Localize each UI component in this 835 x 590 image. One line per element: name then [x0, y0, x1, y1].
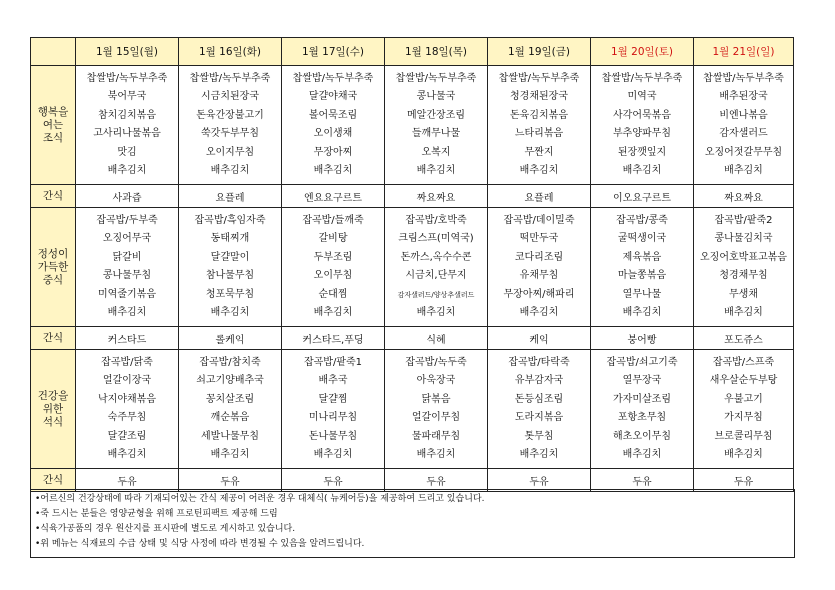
notes-box: [30, 489, 795, 558]
menu-item: 가지무침: [724, 412, 763, 424]
menu-item: 닭볶음: [421, 393, 451, 405]
menu-cell: [179, 208, 282, 327]
menu-cell: [694, 208, 794, 327]
menu-cell: [694, 66, 794, 185]
snack-label: 간식: [31, 469, 76, 492]
note-line: •식육가공품의 경우 원산지를 표시판에 별도로 게시하고 있습니다.: [35, 524, 296, 534]
menu-cell: [488, 208, 591, 327]
snack-cell: 두유: [385, 469, 488, 492]
menu-item: 잡곡밥/참치죽: [199, 357, 261, 368]
snack-cell: 두유: [282, 469, 385, 492]
menu-item: 오징어젓갈무무침: [704, 146, 783, 158]
menu-item: 돈등심조림: [514, 393, 564, 405]
menu-item: 쇠고기양배추국: [196, 375, 264, 387]
menu-item: 배추국: [318, 375, 348, 387]
menu-item: 배추김치: [210, 306, 250, 318]
snack-cell: 식혜: [385, 327, 488, 350]
menu-item: 무짠지: [524, 146, 554, 158]
meal-row: [31, 208, 794, 327]
menu-item: 배추김치: [519, 306, 559, 318]
menu-item: 미나리무침: [308, 412, 358, 424]
menu-item: 굴떡생이국: [617, 233, 667, 245]
menu-item: 무장아찌: [313, 146, 353, 158]
menu-item: 얼갈이장국: [102, 375, 152, 387]
menu-item: 배추김치: [107, 164, 147, 176]
menu-item: 배추김치: [519, 448, 559, 460]
menu-item: 잡곡밥/녹두죽: [405, 357, 467, 368]
menu-cell: [694, 350, 794, 469]
menu-cell: [282, 208, 385, 327]
menu-item: 돈까스,옥수수콘: [400, 251, 472, 263]
menu-cell: [76, 66, 179, 185]
menu-item: 잡곡밥/팥죽1: [303, 357, 363, 368]
snack-cell: 커스타드,푸딩: [282, 327, 385, 350]
snack-cell: 두유: [694, 469, 794, 492]
menu-cell: [76, 208, 179, 327]
menu-item: 콩나물국: [416, 91, 456, 103]
menu-item: 달걀야채국: [308, 91, 358, 103]
menu-item: 잡곡밥/콩죽: [616, 215, 668, 226]
menu-cell: [591, 208, 694, 327]
menu-cell: [488, 350, 591, 469]
menu-item: 배추김치: [107, 448, 147, 460]
menu-item: 콩나물무침: [102, 270, 152, 282]
menu-item: 찹쌀밥/녹두부추죽: [498, 73, 580, 84]
snack-cell: 이오요구르트: [591, 185, 694, 208]
menu-item: 새우살순두부탕: [709, 375, 778, 387]
meal-label-line: 정성이: [37, 247, 69, 260]
menu-item: 잡곡밥/팥죽2: [714, 215, 773, 226]
menu-item: 찹쌀밥/녹두부추죽: [292, 73, 374, 84]
menu-cell: [591, 66, 694, 185]
snack-cell: 롤케익: [179, 327, 282, 350]
menu-item: 배추김치: [724, 164, 763, 176]
menu-item: 미역국: [627, 91, 657, 103]
menu-item: 청포묵무침: [205, 288, 255, 300]
menu-item: 배추김치: [313, 306, 353, 318]
menu-item: 해초오이무침: [613, 430, 671, 442]
weekly-menu-table: [30, 37, 794, 492]
menu-item: 유부감자국: [514, 375, 564, 387]
snack-cell: 사과즙: [76, 185, 179, 208]
menu-item: 들깨무나물: [411, 128, 461, 140]
menu-item: 열무장국: [622, 375, 662, 387]
snack-cell: 요플레: [488, 185, 591, 208]
meal-label-line: 중식: [42, 273, 64, 286]
menu-cell: [591, 350, 694, 469]
menu-item: 갈비탕: [318, 233, 348, 245]
menu-cell: [488, 66, 591, 185]
menu-item: 잡곡밥/닭죽: [101, 357, 153, 368]
menu-item: 두부조림: [313, 251, 353, 263]
menu-cell: [385, 208, 488, 327]
menu-item: 오복지: [421, 146, 451, 158]
menu-item: 무장아찌/해파리: [503, 288, 575, 300]
menu-item: 달걀찜: [318, 393, 348, 405]
snack-cell: 두유: [76, 469, 179, 492]
snack-cell: 포도쥬스: [694, 327, 794, 350]
menu-item: 고사리나물볶음: [93, 128, 161, 140]
menu-item: 동태찌개: [210, 233, 250, 245]
menu-item: 시금치,단무지: [405, 270, 467, 282]
menu-cell: [179, 66, 282, 185]
menu-item: 열무나물: [622, 288, 662, 300]
menu-item: 찹쌀밥/녹두부추죽: [601, 73, 683, 84]
menu-item: 된장깻잎지: [617, 146, 667, 158]
menu-item: 유채무침: [519, 270, 559, 282]
menu-item: 배추김치: [313, 448, 353, 460]
snack-cell: 짜요짜요: [694, 185, 794, 208]
menu-item: 오이무침: [313, 270, 353, 282]
menu-item: 마늘쫑볶음: [617, 270, 667, 282]
note-line: •어르신의 건강상태에 따라 기재되어있는 간식 제공이 어려운 경우 대체식( 뉴케어등)을 제공하여 드리고 있습니다.: [35, 494, 485, 504]
menu-item: 북어무국: [107, 91, 147, 103]
meal-label-line: 석식: [42, 415, 64, 428]
snack-cell: 두유: [179, 469, 282, 492]
menu-item: 배추김치: [416, 306, 456, 318]
menu-item: 감자샐러드/양상추샐러드: [397, 290, 475, 299]
menu-item: 크림스프(미역국): [398, 233, 474, 245]
menu-item: 오징어무국: [102, 233, 152, 245]
menu-cell: [179, 350, 282, 469]
menu-item: 숙주무침: [107, 412, 147, 424]
menu-item: 맛김: [117, 146, 137, 158]
menu-item: 오이생채: [313, 128, 353, 140]
meal-label-line: 위한: [42, 402, 64, 415]
snack-cell: 케익: [488, 327, 591, 350]
menu-item: 미역줄기볶음: [98, 288, 156, 300]
meal-label-line: 조식: [42, 131, 64, 144]
menu-item: 우불고기: [724, 393, 763, 405]
menu-item: 얼갈이무침: [411, 412, 461, 424]
meal-row: [31, 350, 794, 469]
meal-label-line: 행복을: [37, 105, 69, 118]
day-header: 1월 21일(일): [694, 38, 794, 66]
menu-cell: [282, 350, 385, 469]
snack-label: 간식: [31, 185, 76, 208]
menu-item: 배추김치: [313, 164, 353, 176]
menu-item: 부추양파무침: [613, 128, 671, 140]
menu-item: 낙지야채볶음: [98, 393, 156, 405]
meal-label-line: 여는: [42, 118, 64, 131]
day-header: 1월 18일(목): [385, 38, 488, 66]
menu-item: 참나물무침: [205, 270, 255, 282]
menu-item: 잡곡밥/들깨죽: [302, 215, 364, 226]
menu-item: 배추김치: [622, 164, 662, 176]
menu-item: 무생채: [729, 288, 758, 300]
menu-item: 배추김치: [724, 448, 763, 460]
menu-item: 잡곡밥/흑임자죽: [194, 215, 266, 226]
menu-item: 잡곡밥/호박죽: [405, 215, 467, 226]
snack-row: [31, 327, 794, 350]
menu-cell: [385, 66, 488, 185]
note-line: •위 메뉴는 식재료의 수급 상태 및 식당 사정에 따라 변경될 수 있음을 알려드립니다.: [35, 539, 365, 549]
menu-item: 오이지무침: [205, 146, 255, 158]
menu-item: 사각어묵볶음: [613, 109, 671, 121]
meal-label: [31, 66, 76, 185]
menu-item: 달걀조림: [107, 430, 147, 442]
menu-item: 잡곡밥/쇠고기죽: [606, 357, 678, 368]
snack-cell: 붕어빵: [591, 327, 694, 350]
menu-item: 잡곡밥/타락죽: [508, 357, 570, 368]
menu-item: 잡곡밥/두부죽: [96, 215, 158, 226]
meal-label: [31, 350, 76, 469]
menu-cell: [385, 350, 488, 469]
meal-row: [31, 66, 794, 185]
menu-item: 잡곡밥/스프죽: [712, 357, 775, 368]
day-header: 1월 15일(월): [76, 38, 179, 66]
menu-item: 청경채된장국: [510, 91, 568, 103]
menu-item: 물파래무침: [411, 430, 461, 442]
day-header-row: [31, 38, 794, 66]
menu-item: 배추김치: [416, 164, 456, 176]
day-header: 1월 16일(화): [179, 38, 282, 66]
menu-item: 배추김치: [210, 448, 250, 460]
menu-item: 꽁치살조림: [205, 393, 255, 405]
meal-label-line: 가득한: [37, 260, 69, 273]
menu-item: 아욱장국: [416, 375, 456, 387]
menu-item: 배추된장국: [719, 91, 768, 103]
menu-item: 배추김치: [622, 306, 662, 318]
menu-item: 도라지볶음: [514, 412, 564, 424]
snack-cell: 요플레: [179, 185, 282, 208]
meal-label-line: 건강을: [37, 389, 69, 402]
menu-item: 배추김치: [107, 306, 147, 318]
menu-item: 찹쌀밥/녹두부추죽: [189, 73, 271, 84]
menu-item: 쑥갓두부무침: [201, 128, 259, 140]
menu-item: 포항초무침: [617, 412, 667, 424]
menu-item: 떡만두국: [519, 233, 559, 245]
header-corner: [31, 38, 76, 66]
menu-item: 브로콜리무침: [714, 430, 773, 442]
snack-cell: 두유: [591, 469, 694, 492]
menu-item: 배추김치: [622, 448, 662, 460]
note-line: •죽 드시는 분들은 영양균형을 위해 프로틴피팩트 제공해 드림: [35, 509, 278, 519]
menu-cell: [282, 66, 385, 185]
menu-item: 깨순볶음: [210, 412, 250, 424]
menu-item: 콩나물김치국: [714, 233, 773, 245]
menu-item: 돈육김치볶음: [510, 109, 568, 121]
menu-item: 느타리볶음: [514, 128, 564, 140]
menu-item: 세발나물무침: [201, 430, 259, 442]
menu-item: 톳무침: [524, 430, 554, 442]
menu-cell: [76, 350, 179, 469]
menu-item: 잡곡밥/데이밀죽: [503, 215, 575, 226]
snack-cell: 짜요짜요: [385, 185, 488, 208]
day-header: 1월 19일(금): [488, 38, 591, 66]
day-header: 1월 17일(수): [282, 38, 385, 66]
snack-cell: 엔요요구르트: [282, 185, 385, 208]
menu-item: 비엔나볶음: [719, 109, 768, 121]
snack-cell: 두유: [488, 469, 591, 492]
menu-item: 돈육간장불고기: [196, 109, 264, 121]
menu-item: 배추김치: [724, 306, 763, 318]
meal-label: [31, 208, 76, 327]
menu-item: 감자샐러드: [719, 128, 768, 140]
snack-label: 간식: [31, 327, 76, 350]
menu-item: 순대찜: [318, 288, 348, 300]
menu-item: 오징어호박표고볶음: [700, 251, 787, 263]
menu-item: 가자미살조림: [613, 393, 671, 405]
snack-row: [31, 185, 794, 208]
menu-item: 찹쌀밥/녹두부추죽: [86, 73, 168, 84]
menu-item: 메알간장조림: [407, 109, 465, 121]
menu-item: 배추김치: [416, 448, 456, 460]
menu-item: 찹쌀밥/녹두부추죽: [703, 73, 784, 84]
menu-item: 찹쌀밥/녹두부추죽: [395, 73, 477, 84]
menu-item: 제육볶음: [622, 251, 662, 263]
menu-item: 코다리조림: [514, 251, 564, 263]
menu-item: 청경채무침: [719, 270, 768, 282]
menu-item: 돈나물무침: [308, 430, 358, 442]
snack-cell: 커스타드: [76, 327, 179, 350]
menu-item: 달걀말이: [210, 251, 250, 263]
menu-item: 참치김치볶음: [98, 109, 156, 121]
menu-item: 시금치된장국: [201, 91, 259, 103]
day-header: 1월 20일(토): [591, 38, 694, 66]
menu-item: 배추김치: [210, 164, 250, 176]
menu-item: 볼어묵조림: [308, 109, 358, 121]
menu-item: 닭갈비: [112, 251, 142, 263]
menu-item: 배추김치: [519, 164, 559, 176]
